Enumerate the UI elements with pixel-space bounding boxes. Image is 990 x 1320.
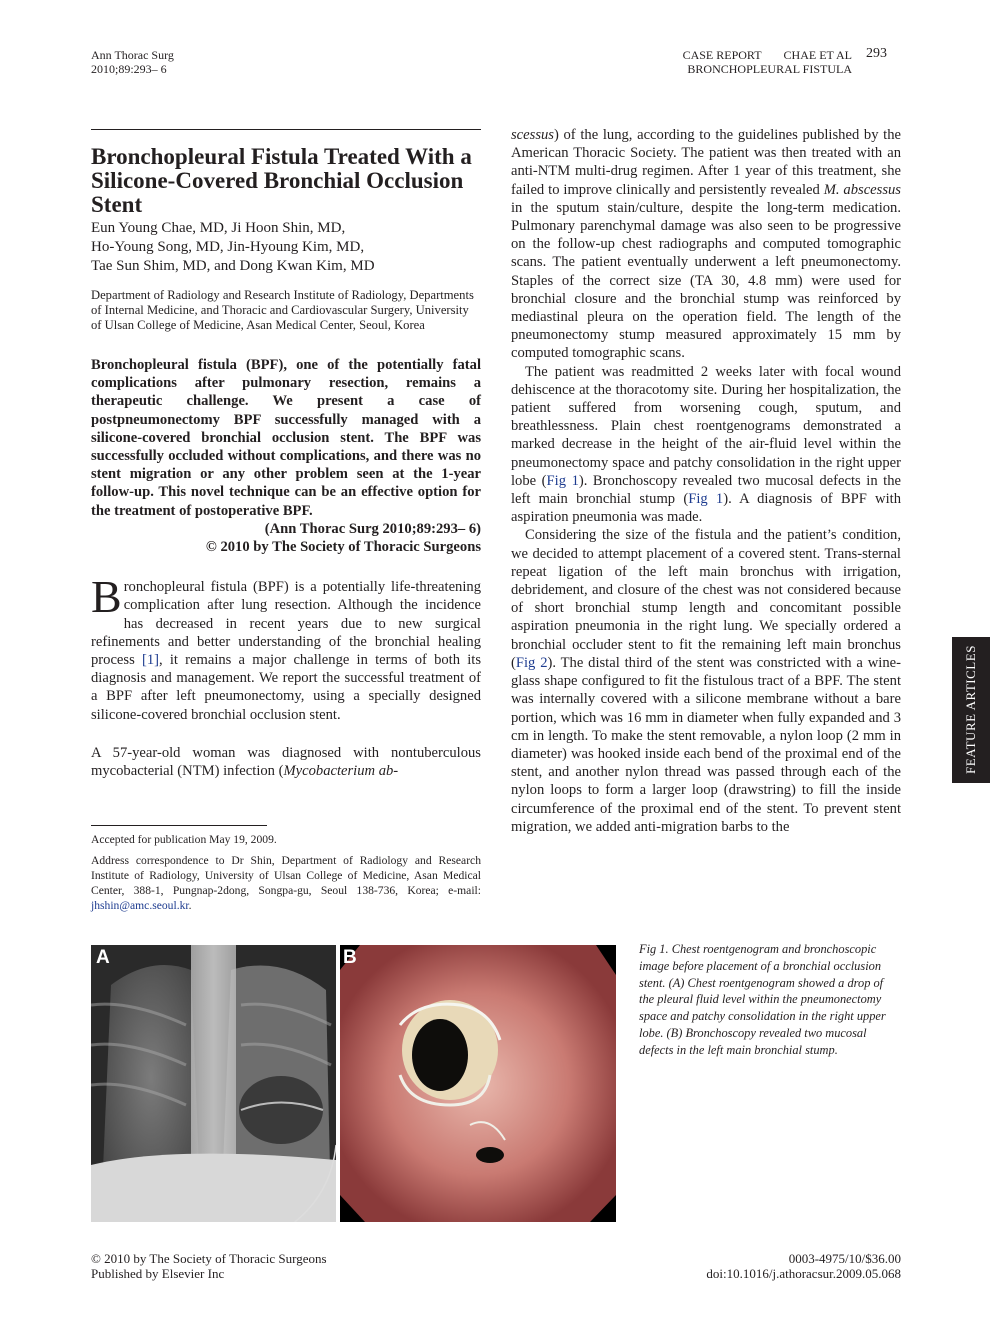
citation: (Ann Thorac Surg 2010;89:293– 6) xyxy=(264,520,481,537)
author-line: Tae Sun Shim, MD, and Dong Kwan Kim, MD xyxy=(91,258,375,274)
email-link[interactable]: jhshin@amc.seoul.kr xyxy=(91,899,189,912)
figure-panel-b xyxy=(340,945,616,1222)
article-title: Bronchopleural Fistula Treated With a Silicone-Covered Bronchial Occlusion Stent xyxy=(91,144,472,217)
case-report-start: A 57-year-old woman was diagnosed with nontuberculous mycobacterial (NTM) infection (Mycobacterium ab- xyxy=(91,744,481,780)
affiliation: Department of Radiology and Research Institute of Radiology, Departments of Internal Medicine, and Thoracic and Cardiovascular Surgery, University of Ulsan College of Medicine, Asan Medical Center, Seoul, Korea xyxy=(91,288,474,332)
authors-short: CHAE ET AL xyxy=(783,48,852,62)
footer-left xyxy=(91,1251,327,1281)
section-side-tab: FEATURE ARTICLES xyxy=(952,637,990,783)
drop-cap: B xyxy=(91,571,122,623)
bronchoscopy-image xyxy=(340,945,616,1222)
figure-link[interactable]: Fig 2 xyxy=(515,654,548,671)
figure-link[interactable]: Fig 1 xyxy=(688,491,724,508)
correspondence-note: Address correspondence to Dr Shin, Department of Radiology and Research Institute of Radiology, University of Ulsan College of Medicine, Asan Medical Center, 388-1, Pungnap-2dong, Songpa-gu, Seoul 138-736, Korea; e-mail: jhshin@amc.seoul.kr. xyxy=(91,854,481,912)
author-line: Eun Young Chae, MD, Ji Hoon Shin, MD, xyxy=(91,220,346,236)
accepted-note: Accepted for publication May 19, 2009. xyxy=(91,833,277,846)
abstract: Bronchopleural fistula (BPF), one of the potentially fatal complications after pulmonary resection, remains a therapeutic challenge. We present a case of postpneumonectomy BPF successfully managed with a silicone-covered bronchial occlusion stent. The BPF was successfully occluded without complications, and there was no stent migration or any other problem seen at the 1-year follow-up. This novel technique can be an effective option for the treatment of postoperative BPF. xyxy=(91,357,481,519)
reference-link[interactable]: [1] xyxy=(141,652,159,669)
footer-right xyxy=(600,1251,901,1281)
panel-label-b: B xyxy=(343,947,357,968)
figure-link[interactable]: Fig 1 xyxy=(546,472,579,489)
footnote-rule xyxy=(91,825,267,826)
page-number: 293 xyxy=(866,46,887,61)
running-title: BRONCHOPLEURAL FISTULA xyxy=(687,62,852,76)
copyright-line: © 2010 by The Society of Thoracic Surgeons xyxy=(205,539,481,556)
journal-header xyxy=(91,48,174,76)
introduction: Bronchopleural fistula (BPF) is a potentially life-threatening complication after lung resection. Although the incidence has decreased in recent years due to new surgical refinements and better understanding of the bronchial healing process [1], it remains a major challenge in terms of both its diagnosis and management. We report the successful treatment of a BPF after left pneumonectomy, using a specially designed silicone-covered bronchial occlusion stent. xyxy=(91,571,481,723)
panel-label-a: A xyxy=(96,947,110,968)
running-head xyxy=(640,48,852,76)
journal-volume: 2010;89:293– 6 xyxy=(91,62,167,76)
author-line: Ho-Young Song, MD, Jin-Hyoung Kim, MD, xyxy=(91,239,365,255)
footer-publisher: Published by Elsevier Inc xyxy=(91,1266,225,1281)
left-column xyxy=(91,145,481,780)
paragraph: scessus) of the lung, according to the guidelines published by the American Thoracic Society. The patient was then treated with an anti-NTM multi-drug regimen. After 1 year of this treatment, she failed to improve clinically and persistently revealed M. abscessus in the sputum stain/culture, despite the long-term medication. Pulmonary parenchymal damage was also seen to be progressive on the follow-up chest radiographs and computed tomographic scans. The patient eventually underwent a left pneumonectomy. Staples of the correct size (TA 30, 4.8 mm) were used for bronchial closure and the bronchial stump was reinforced by mediastinal pleura on the operation field. The length of the pneumonectomy stump measured approximately 15 mm by computed tomographic scans. xyxy=(511,127,901,362)
right-column xyxy=(511,126,901,836)
figure-panel-a xyxy=(91,945,336,1222)
title-rule xyxy=(91,129,481,130)
section-label: CASE REPORT xyxy=(682,48,762,62)
figure-caption: Fig 1. Chest roentgenogram and bronchoscopic image before placement of a bronchial occlusion stent. (A) Chest roentgenogram showed a drop of the pleural fluid level within the pneumonectomy space and patchy consolidation in the right upper lobe. (B) Bronchoscopy revealed two mucosal defects in the left main bronchial stump. xyxy=(639,942,886,1057)
paragraph: Considering the size of the fistula and the patient’s condition, we decided to attempt placement of a covered stent. Trans-sternal repeat ligation of the left main bronchus with irrigation, debridement, and closure of the chest was not considered because of short bronchial stump length and concomitant possible aspiration pneumonia in the right lung. We specially ordered a bronchial occluder stent to fit the remaining left main bronchus (Fig 2). The distal third of the stent was constricted with a wine-glass shape configured to fit the fistulous tract of a BPF. The stent was internally covered with a silicone membrane without a bare portion, which was 16 mm in diameter when fully expanded and 3 cm in length. To make the stent removable, a nylon loop (2 mm in diameter) was hooked inside each bend of the proximal end of the stent, and another nylon thread was passed through each of the nylon loops to form a larger loop (drawstring) to fill the inside circumference of the proximal end of the stent. To prevent stent migration, we added anti-migration barbs to the xyxy=(511,527,901,835)
footer-issn: 0003-4975/10/$36.00 xyxy=(788,1251,901,1266)
journal-name: Ann Thorac Surg xyxy=(91,48,174,62)
chest-xray-image xyxy=(91,945,336,1222)
footer-doi: doi:10.1016/j.athoracsur.2009.05.068 xyxy=(706,1266,901,1281)
footer-copyright: © 2010 by The Society of Thoracic Surgeons xyxy=(91,1251,327,1266)
author-list xyxy=(91,219,481,276)
footnotes xyxy=(91,832,481,913)
paragraph: The patient was readmitted 2 weeks later with focal wound dehiscence at the thoracotomy site. During her hospitalization, the patient suffered from worsening cough, sputum, and breathlessness. Plain chest roentgenograms demonstrated a marked decrease in the height of the air-fluid level within the pneumonectomy space and patchy consolidation in the right upper lobe (Fig 1). Bronchoscopy revealed two mucosal defects in the left main bronchial stump (Fig 1). A diagnosis of BPF with aspiration pneumonia was made. xyxy=(511,363,901,526)
